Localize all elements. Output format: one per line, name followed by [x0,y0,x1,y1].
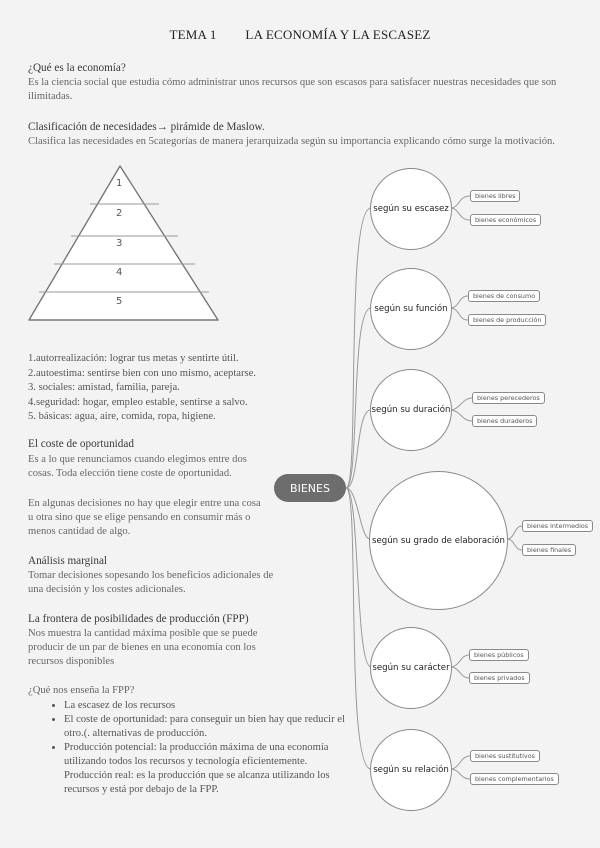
title-name: LA ECONOMÍA Y LA ESCASEZ [245,27,431,42]
mindmap-node-escasez [370,168,452,250]
mindmap-leaf: bienes económicos [470,214,541,226]
maslow-list-item: 4.seguridad: hogar, empleo estable, sentirse a salvo. [28,396,248,408]
pyramid-level-1: 1 [116,178,123,189]
mindmap-node-label: según su escasez [373,204,449,214]
marginal-heading: Análisis marginal [28,555,108,567]
title-tema: TEMA 1 [169,27,217,42]
mindmap-leaf: bienes intermedios [522,520,593,532]
maslow-list-item: 3. sociales: amistad, familia, pareja. [28,382,180,393]
mindmap-leaf: bienes de producción [468,314,546,326]
maslow-heading: Clasificación de necesidades→ pirámide de Maslow. [28,121,265,133]
maslow-list-item: 1.autorrealización: lograr tus metas y sentirte útil. [28,353,239,364]
economia-text: Es la ciencia social que estudia cómo administrar unos recursos que son escasos para satisfacer nuestras necesidades que son ilimitadas. [28,77,557,102]
pyramid-level-3: 3 [116,238,123,249]
pyramid-level-2: 2 [116,208,123,219]
fpp-extra: Producción real: es la producción que se alcanza utilizando los recursos y está por debajo de la FPP. [64,770,330,795]
coste-heading: El coste de oportunidad [28,438,134,450]
coste-text-1: Es a lo que renunciamos cuando elegimos entre dos cosas. Toda elección tiene coste de oportunidad. [28,454,247,479]
mindmap-center-bienes: BIENES [274,474,346,502]
mindmap-leaf: bienes privados [469,672,530,684]
mindmap-node-duracion [370,369,452,451]
mindmap-node-label: según su carácter [372,663,450,673]
mindmap-node-caracter [370,627,452,709]
fpp-text: Nos muestra la cantidad máxima posible que se puede producir de un par de bienes en una economía con los recursos disponibles [28,628,258,667]
economia-heading: ¿Qué es la economía? [28,62,126,74]
marginal-text: Tomar decisiones sopesando los beneficios adicionales de una decisión y los costes adicionales. [28,570,274,595]
mindmap-leaf: bienes perecederos [472,392,545,404]
mindmap-node-funcion [370,268,452,350]
mindmap-node-elaboracion [369,471,508,610]
fpp-bullet: • La escasez de los recursos [64,699,354,713]
mindmap-node-label: según su duración [371,405,451,415]
pyramid-level-5: 5 [116,296,123,307]
mindmap-leaf: bienes de consumo [468,290,540,302]
mindmap-leaf: bienes sustitutivos [470,750,540,762]
mindmap-leaf: bienes complementarios [470,773,559,785]
mindmap-node-label: según su función [374,304,448,314]
mindmap-leaf: bienes públicos [469,649,529,661]
fpp-heading: La frontera de posibilidades de producción (FPP) [28,613,249,625]
mindmap-node-label: según su grado de elaboración [372,535,505,546]
mindmap-leaf: bienes libres [470,190,520,202]
coste-text-2: En algunas decisiones no hay que elegir entre una cosa u otra sino que se elige pensando en consumir más o menos cantidad de algo. [28,498,261,537]
mindmap-leaf: bienes finales [522,544,576,556]
maslow-list-item: 5. básicas: agua, aire, comida, ropa, higiene. [28,411,216,422]
fpp-bullet: • El coste de oportunidad: para conseguir un bien hay que reducir el otro.(. alternativas de producción. [64,713,354,741]
maslow-text: Clasifica las necesidades en 5categorías de manera jerarquizada según su importancia explicando cómo surge la motivación. [28,136,555,147]
mindmap-node-label: según su relación [373,765,449,775]
mindmap-leaf: bienes duraderos [472,415,537,427]
maslow-list-item: 2.autoestima: sentirse bien con uno mismo, aceptarse. [28,367,256,379]
pyramid-level-4: 4 [116,267,123,278]
fpp-question: ¿Qué nos enseña la FPP? [28,685,135,696]
fpp-bullet: • Producción potencial: la producción máxima de una economía utilizando todos los recursos y tecnología eficientemente. [64,741,354,769]
mindmap-node-relacion [370,729,452,811]
